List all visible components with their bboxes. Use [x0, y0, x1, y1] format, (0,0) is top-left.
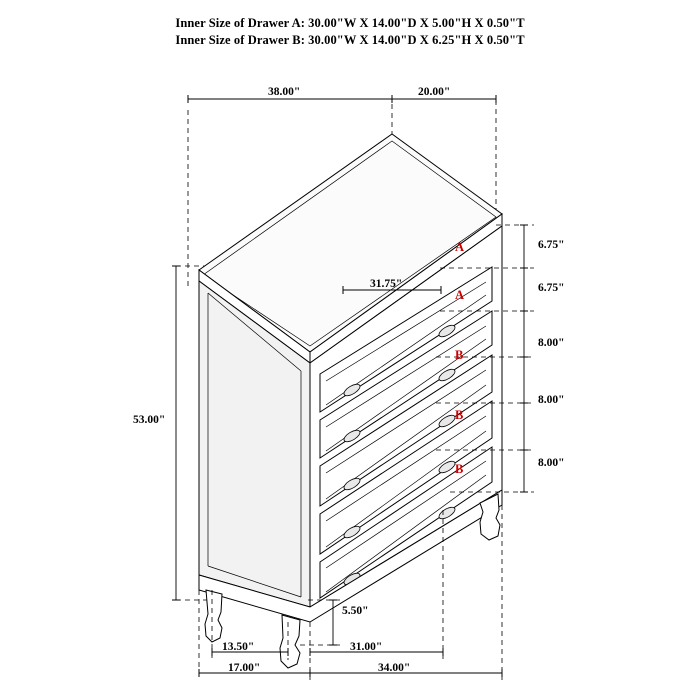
drawer-label-a-1: A — [455, 240, 465, 254]
header-line-drawer-b: Inner Size of Drawer B: 30.00"W X 14.00"D X 6.25"H X 0.50"T — [175, 33, 525, 47]
dim-foot-width-front: 34.00" — [378, 662, 411, 674]
dim-drawer-front-width: 31.75" — [370, 278, 403, 290]
dim-right-5: 8.00" — [538, 457, 565, 469]
header-line-drawer-a: Inner Size of Drawer A: 30.00"W X 14.00"D X 5.00"H X 0.50"T — [175, 16, 525, 30]
dim-right-1: 6.75" — [538, 239, 565, 251]
dim-top-depth-side: 20.00" — [418, 86, 451, 98]
drawer-label-b-2: B — [455, 408, 464, 422]
dim-base-width-front: 31.00" — [350, 641, 383, 653]
drawer-label-a-2: A — [455, 288, 465, 302]
drawer-label-b-3: B — [455, 462, 464, 476]
dim-foot-depth-side: 17.00" — [228, 662, 261, 674]
drawer-label-b-1: B — [455, 348, 464, 362]
dim-top-width-front: 38.00" — [268, 86, 301, 98]
dim-right-3: 8.00" — [538, 337, 565, 349]
dim-leg-height: 5.50" — [342, 605, 369, 617]
dim-right-2: 6.75" — [538, 282, 565, 294]
dim-overall-height: 53.00" — [133, 414, 166, 426]
dim-base-depth-side: 13.50" — [222, 641, 255, 653]
dim-right-4: 8.00" — [538, 394, 565, 406]
